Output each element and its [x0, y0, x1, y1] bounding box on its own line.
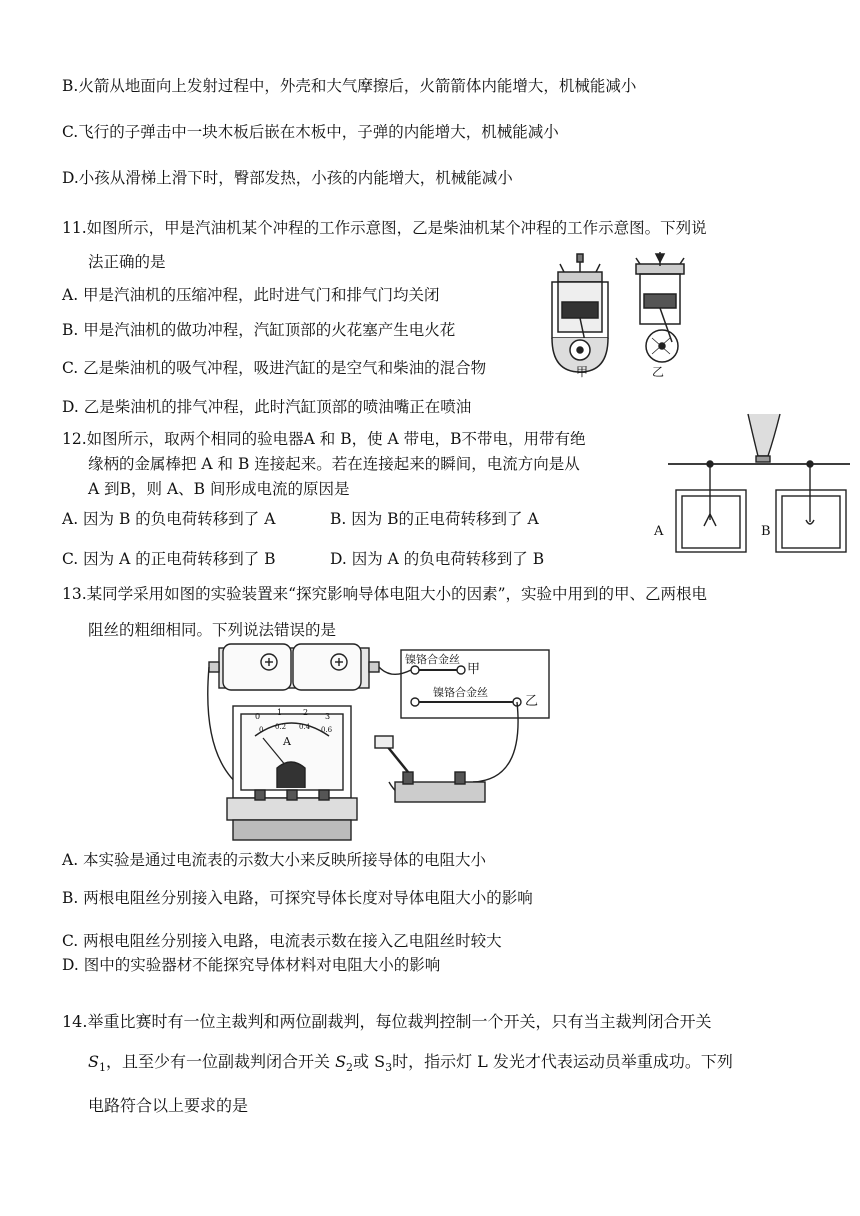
wire-label-yi: 镍铬合金丝 [433, 686, 488, 699]
q12-stem-line3: A 到B，则 A、B 间形成电流的原因是 [88, 480, 350, 498]
knife-switch [375, 736, 485, 802]
q11-stem-line2: 法正确的是 [88, 253, 166, 271]
q10-option-b: B.火箭从地面向上发射过程中，外壳和大气摩擦后，火箭箭体内能增大，机械能减小 [62, 77, 637, 95]
diesel-engine-diagram [636, 252, 684, 362]
switch-s2-symbol: S [335, 1052, 347, 1071]
electroscope-label-b: B [761, 524, 771, 539]
wire-label-jia: 镍铬合金丝 [405, 653, 460, 666]
electroscope-a [676, 461, 746, 552]
q14-stem-line2: $S_1$，且至少有一位副裁判闭合开关 $S_2$或 $S_3$时，指示灯 L 发光才代表运动员举重成功。下列 [88, 1052, 733, 1075]
q12-option-c: C. 因为 A 的正电荷转移到了 B [62, 550, 276, 568]
electroscope-figure [650, 410, 855, 555]
electroscope-label-a: A [654, 524, 664, 539]
wire-name-jia: 甲 [467, 662, 481, 677]
q13-option-d: D. 图中的实验器材不能探究导体材料对电阻大小的影响 [62, 956, 441, 974]
switch-s1-symbol: S [88, 1052, 99, 1071]
q13-option-c: C. 两根电阻丝分别接入电路，电流表示数在接入乙电阻丝时较大 [62, 932, 502, 950]
ammeter-unit: A [283, 735, 291, 748]
figure-label-yi: 乙 [652, 365, 665, 379]
q12-option-a: A. 因为 B 的负电荷转移到了 A [62, 510, 276, 528]
q13-option-b: B. 两根电阻丝分别接入电路，可探究导体长度对导体电阻大小的影响 [62, 889, 533, 907]
q10-option-c: C.飞行的子弹击中一块木板后嵌在木板中，子弹的内能增大，机械能减小 [62, 123, 559, 141]
q12-option-d: D. 因为 A 的负电荷转移到了 B [330, 550, 545, 568]
ammeter [227, 706, 357, 840]
q12-option-b: B. 因为 B的正电荷转移到了 A [330, 510, 539, 528]
electroscope-b [776, 461, 846, 552]
q13-stem-line2: 阻丝的粗细相同。下列说法错误的是 [88, 621, 337, 639]
q11-option-a: A. 甲是汽油机的压缩冲程，此时进气门和排气门均关闭 [62, 286, 440, 304]
figure-label-jia: 甲 [576, 365, 589, 379]
wire-name-yi: 乙 [525, 694, 539, 709]
battery-pack [209, 644, 379, 690]
q11-stem-line1: 11.如图所示，甲是汽油机某个冲程的工作示意图，乙是柴油机某个冲程的工作示意图。下列说 [62, 219, 707, 237]
q12-stem-line2: 缘柄的金属棒把 A 和 B 连接起来。若在连接起来的瞬间，电流方向是从 [88, 455, 580, 473]
q14-stem-line3: 电路符合以上要求的是 [88, 1096, 249, 1115]
q12-stem-line1: 12.如图所示，取两个相同的验电器A 和 B，使 A 带电，B不带电，用带有绝 [62, 430, 586, 448]
circuit-figure: 镍铬合金丝 甲 镍铬合金丝 乙 A 0 1 2 3 0 0.2 0.4 0.6 [205, 640, 555, 845]
q11-option-c: C. 乙是柴油机的吸气冲程，吸进汽缸的是空气和柴油的混合物 [62, 359, 487, 377]
q11-option-d: D. 乙是柴油机的排气冲程，此时汽缸顶部的喷油嘴正在喷油 [62, 398, 472, 416]
q13-option-a: A. 本实验是通过电流表的示数大小来反映所接导体的电阻大小 [62, 851, 487, 869]
q13-stem-line1: 13.某同学采用如图的实验装置来“探究影响导体电阻大小的因素”，实验中用到的甲、乙两根电 [62, 585, 708, 603]
q11-option-b: B. 甲是汽油机的做功冲程，汽缸顶部的火花塞产生电火花 [62, 321, 456, 339]
q10-option-d: D.小孩从滑梯上滑下时，臀部发热，小孩的内能增大，机械能减小 [62, 169, 513, 187]
q14-stem-line1: 14.举重比赛时有一位主裁判和两位副裁判，每位裁判控制一个开关，只有当主裁判闭合开关 [62, 1012, 712, 1031]
engine-figure [540, 250, 700, 385]
gasoline-engine-diagram [552, 254, 608, 372]
